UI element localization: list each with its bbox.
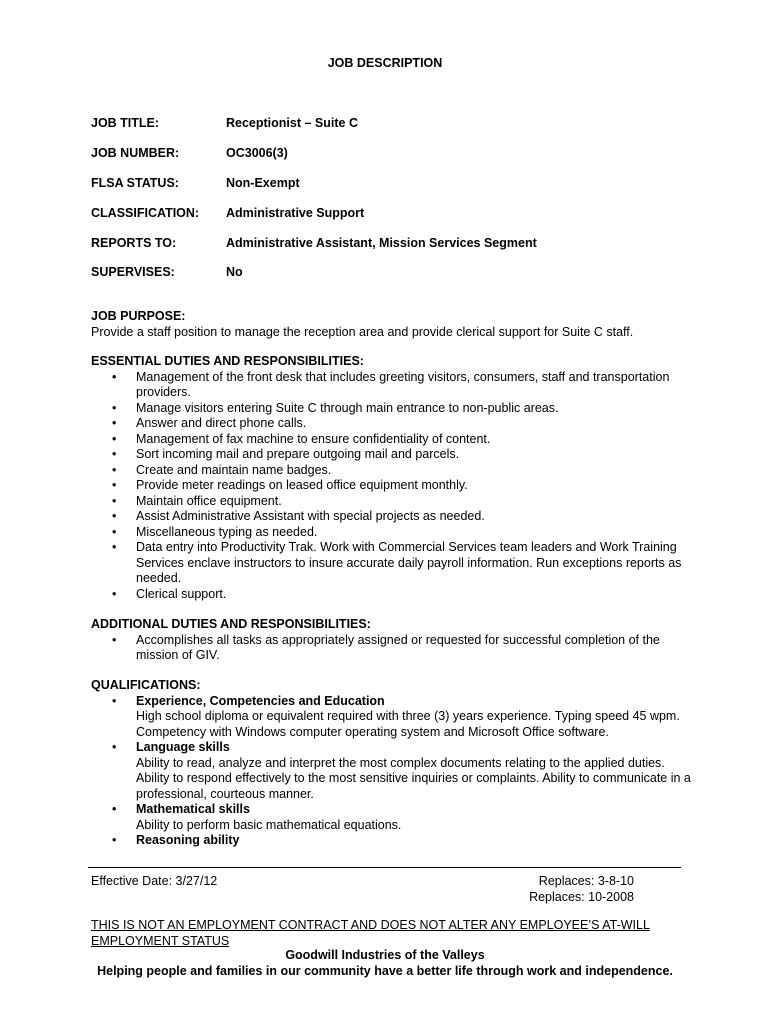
field-job-title <box>91 116 358 132</box>
list-item: • Manage visitors entering Suite C through main entrance to non-public areas. <box>136 401 691 417</box>
field-value: No <box>226 265 243 279</box>
additional-duties-list <box>91 633 691 664</box>
list-item: • Maintain office equipment. <box>136 494 691 510</box>
qualifications-section <box>91 678 691 849</box>
qualification-text: Ability to read, analyze and interpret the most complex documents relating to the applied duties. Ability to respond effectively to the most sensitive inquiries or complaints. Ability to communicate in a professional, courteous manner. <box>136 755 691 801</box>
qualifications-heading: QUALIFICATIONS: <box>91 678 201 692</box>
qualification-item <box>136 740 691 802</box>
essential-duties-heading: ESSENTIAL DUTIES AND RESPONSIBILITIES: <box>91 354 364 368</box>
qualification-text: High school diploma or equivalent required with three (3) years experience. Typing speed 45 wpm. Competency with Windows computer operating system and Microsoft Office software. <box>136 709 680 739</box>
list-item: • Data entry into Productivity Trak. Work with Commercial Services team leaders and Work Training Services enclave instructors to insure accurate daily payroll information. Run exceptions reports as needed. <box>136 540 691 587</box>
replaces-line: Replaces: 10-2008 <box>529 889 634 904</box>
field-reports-to <box>91 236 537 252</box>
qualification-title: • Experience, Competencies and Education <box>136 693 385 708</box>
qualification-title: • Language skills <box>136 740 230 754</box>
organization-tagline: Helping people and families in our community have a better life through work and independence. <box>97 964 673 978</box>
field-job-number <box>91 146 288 162</box>
qualification-title: • Mathematical skills <box>136 802 250 816</box>
employment-disclaimer: THIS IS NOT AN EMPLOYMENT CONTRACT AND DOES NOT ALTER ANY EMPLOYEE’S AT-WILL EMPLOYMENT STATUS <box>91 918 650 948</box>
job-purpose-text: Provide a staff position to manage the reception area and provide clerical support for Suite C staff. <box>91 324 634 339</box>
field-value: Administrative Assistant, Mission Services Segment <box>226 236 537 250</box>
qualification-title: • Reasoning ability <box>136 833 240 847</box>
field-label: REPORTS TO: <box>91 236 177 250</box>
field-flsa-status <box>91 176 300 192</box>
qualification-text: Ability to perform basic mathematical equations. <box>136 817 402 832</box>
field-supervises <box>91 265 243 281</box>
field-value: OC3006(3) <box>226 146 288 160</box>
field-classification <box>91 206 364 222</box>
list-item: • Provide meter readings on leased office equipment monthly. <box>136 478 691 494</box>
effective-date: Effective Date: 3/27/12 <box>91 874 218 888</box>
replaces-block <box>514 874 634 905</box>
field-value: Non-Exempt <box>226 176 300 190</box>
field-value: Administrative Support <box>226 206 365 220</box>
essential-duties-list <box>91 370 691 603</box>
replaces-line: Replaces: 3-8-10 <box>538 874 634 888</box>
list-item: • Accomplishes all tasks as appropriately assigned or requested for successful completion of the mission of GIV. <box>136 633 691 664</box>
field-label: JOB NUMBER: <box>91 146 180 160</box>
job-purpose-section <box>91 309 691 340</box>
organization-name: Goodwill Industries of the Valleys <box>285 948 485 962</box>
list-item: • Assist Administrative Assistant with special projects as needed. <box>136 509 691 525</box>
qualifications-list <box>91 694 691 849</box>
field-value: Receptionist – Suite C <box>226 116 358 130</box>
field-label: JOB TITLE: <box>91 116 160 130</box>
list-item: • Miscellaneous typing as needed. <box>136 525 691 541</box>
footer-divider <box>88 867 681 868</box>
field-label: CLASSIFICATION: <box>91 206 200 220</box>
additional-duties-section <box>91 617 691 664</box>
list-item: • Create and maintain name badges. <box>136 463 691 479</box>
list-item: • Clerical support. <box>136 587 691 603</box>
list-item: • Sort incoming mail and prepare outgoing mail and parcels. <box>136 447 691 463</box>
list-item: • Answer and direct phone calls. <box>136 416 691 432</box>
list-item: • Management of fax machine to ensure confidentiality of content. <box>136 432 691 448</box>
additional-duties-heading: ADDITIONAL DUTIES AND RESPONSIBILITIES: <box>91 617 371 631</box>
job-purpose-heading: JOB PURPOSE: <box>91 309 186 323</box>
document-title: JOB DESCRIPTION <box>327 56 443 70</box>
list-item: • Management of the front desk that includes greeting visitors, consumers, staff and transportation providers. <box>136 370 691 401</box>
essential-duties-section <box>91 354 691 602</box>
field-label: FLSA STATUS: <box>91 176 179 190</box>
qualification-item <box>136 802 691 833</box>
qualification-item <box>136 694 691 741</box>
field-label: SUPERVISES: <box>91 265 175 279</box>
qualification-item <box>136 833 691 849</box>
